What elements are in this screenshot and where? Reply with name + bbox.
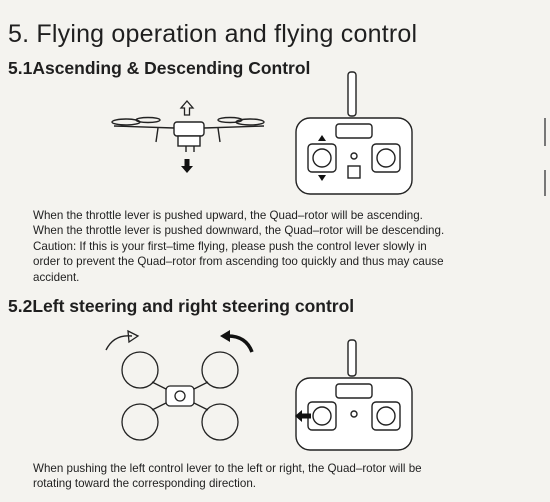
steer-description (33, 461, 513, 492)
section-title: 5. Flying operation and flying control (8, 20, 418, 48)
remote-controller-steering (292, 340, 416, 452)
ascend-line: accident. (33, 270, 80, 284)
ascend-heading: 5.1Ascending & Descending Control (8, 58, 311, 78)
rotate-arrow-icon (216, 330, 256, 354)
ascend-line: When the throttle lever is pushed downward, the Quad–rotor will be descending. (33, 224, 445, 238)
steer-line: When pushing the left control lever to the left or right, the Quad–rotor will be (33, 462, 422, 475)
ascend-line: When the throttle lever is pushed upward, the Quad–rotor will be ascending. (33, 209, 423, 222)
ascend-line: Caution: If this is your first–time flying, please push the control lever slowly in (33, 239, 427, 253)
up-arrow-icon (180, 100, 194, 116)
page-edge-mark (544, 170, 546, 196)
rotate-arrow-icon (102, 330, 142, 354)
steer-heading: 5.2Left steering and right steering control (8, 296, 355, 316)
ascend-line: order to prevent the Quad–rotor from ascending too quickly and thus may cause (33, 255, 444, 269)
page-edge-mark (544, 118, 546, 146)
remote-controller-throttle (292, 72, 416, 196)
down-arrow-icon (180, 158, 194, 174)
steer-line: rotating toward the corresponding direction. (33, 477, 256, 491)
left-arrow-icon (294, 409, 312, 423)
ascend-description (33, 208, 533, 285)
